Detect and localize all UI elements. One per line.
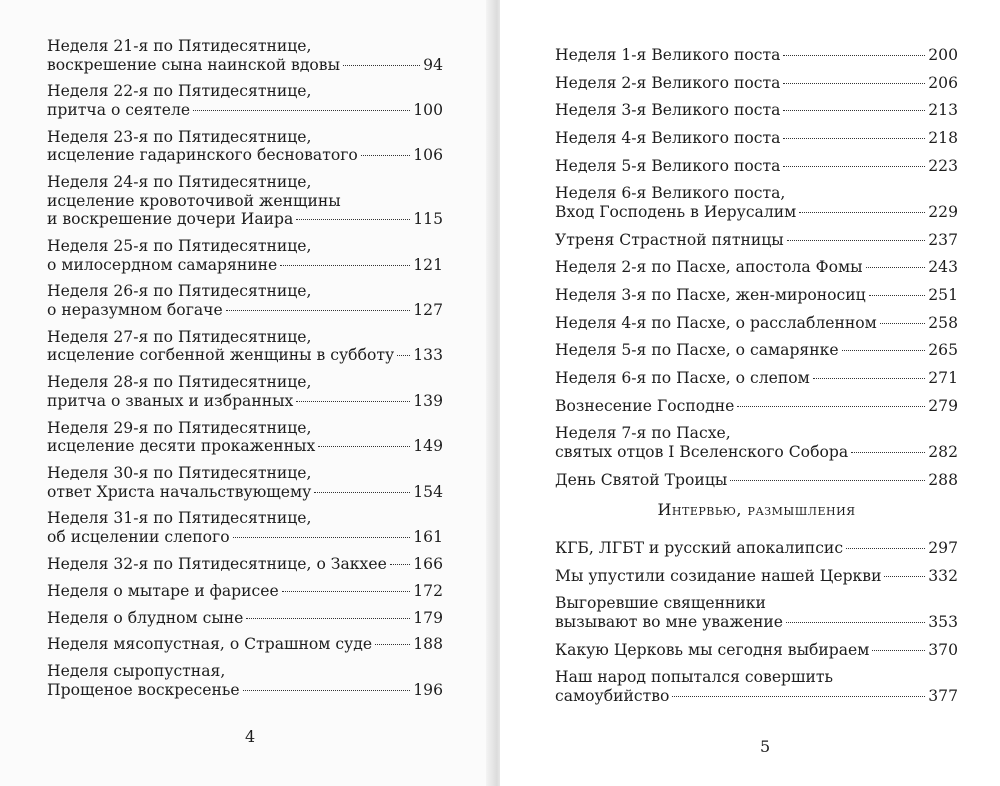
toc-entry-page: 133	[413, 346, 443, 365]
toc-entry-title-line: КГБ, ЛГБТ и русский апокалипсис	[555, 539, 844, 557]
toc-entry-last-line	[555, 397, 958, 416]
toc-entry-title-line: Наш народ попытался совершить	[555, 668, 834, 687]
toc-entry-title-line: вызывают во мне уважение	[555, 612, 784, 631]
toc-entry-title-line: исцеление гадаринского бесноватого	[47, 146, 358, 165]
toc-entry-title-line: Неделя 7-я по Пасхе,	[555, 424, 731, 443]
toc-entry-last-line	[47, 681, 443, 700]
toc-entry-page: 243	[928, 258, 958, 277]
toc-entry-page: 297	[928, 539, 958, 557]
toc-entry-last-line	[555, 203, 958, 222]
dot-leader	[390, 564, 410, 565]
toc-entry-page: 196	[413, 680, 443, 699]
toc-entry-page: 370	[928, 640, 958, 659]
toc-entry-page: 271	[928, 369, 958, 388]
toc-entry	[47, 635, 443, 654]
toc-entry-last-line	[555, 157, 958, 176]
dot-leader	[193, 110, 410, 111]
toc-entry-title-line: исцеление кровоточивой женщины	[47, 191, 341, 210]
toc-entry-title-line: Неделя 21-я по Пятидесятнице,	[47, 37, 312, 55]
toc-entry-last-line	[47, 210, 443, 229]
toc-entry	[47, 419, 443, 456]
dot-leader	[243, 690, 411, 691]
toc-entry-title-line: Утреня Страстной пятницы	[555, 230, 784, 249]
page-number-right: 5	[760, 737, 771, 756]
toc-entry-last-line	[555, 231, 958, 250]
toc-entry-title-line: Неделя 23-я по Пятидесятнице,	[47, 127, 312, 146]
toc-entry-page: 100	[413, 100, 443, 119]
toc-entry	[555, 184, 958, 221]
dot-leader	[783, 166, 925, 167]
toc-entry-title-line: Какую Церковь мы сегодня выбираем	[555, 640, 870, 659]
toc-entry-title-line: Выгоревшие священники	[555, 594, 766, 613]
dot-leader	[672, 696, 925, 697]
dot-leader	[730, 480, 925, 481]
toc-entry	[555, 314, 958, 333]
dot-leader	[282, 591, 410, 592]
toc-entry	[555, 397, 958, 416]
toc-entry-title-line: Неделя 3-я Великого поста	[555, 101, 781, 120]
toc-entry-page: 166	[413, 554, 443, 573]
toc-entry-title-line: самоубийство	[555, 686, 670, 705]
toc-entry-title-line: Неделя 5-я Великого поста	[555, 156, 781, 175]
toc-entry-title-line: Неделя о мытаре и фарисее	[47, 581, 279, 600]
toc-entry-title-line: исцеление согбенной женщины в субботу	[47, 346, 395, 365]
toc-entry	[47, 555, 443, 574]
dot-leader	[872, 650, 925, 651]
dot-leader	[783, 83, 925, 84]
toc-entry-title-line: Неделя 2-я по Пасхе, апостола Фомы	[555, 258, 863, 277]
toc-entry-page: 332	[928, 566, 958, 585]
left-page	[0, 0, 490, 786]
toc-entry-title-line: Вход Господень в Иерусалим	[555, 202, 797, 221]
toc-entry-page: 115	[413, 210, 443, 229]
toc-entry-last-line	[555, 101, 958, 120]
toc-list-right	[555, 46, 958, 498]
toc-entry-last-line	[47, 555, 443, 574]
page-number-left: 4	[245, 727, 256, 746]
toc-entry	[47, 662, 443, 699]
toc-entry	[47, 464, 443, 501]
toc-entry	[47, 128, 443, 165]
dot-leader	[813, 378, 925, 379]
toc-entry-title-line: исцеление десяти прокаженных	[47, 437, 316, 456]
toc-entry-page: 218	[928, 129, 958, 148]
toc-entry-title-line: о неразумном богаче	[47, 300, 223, 319]
toc-entry	[555, 129, 958, 148]
toc-entry-last-line	[47, 101, 443, 120]
toc-entry-page: 161	[413, 527, 443, 546]
toc-entry-page: 258	[928, 313, 958, 332]
toc-entry-title-line: Неделя 32-я по Пятидесятнице, о Закхее	[47, 554, 387, 573]
toc-entry-title-line: Прощеное воскресенье	[47, 680, 240, 699]
toc-entry	[555, 101, 958, 120]
toc-entry-last-line	[555, 613, 958, 632]
toc-entry-last-line	[47, 56, 443, 75]
toc-entry-title-line: Неделя 2-я Великого поста	[555, 73, 781, 92]
toc-entry-last-line	[555, 687, 958, 706]
toc-entry-page: 353	[928, 612, 958, 631]
toc-entry-title-line: Неделя 4-я по Пасхе, о расслабленном	[555, 313, 877, 332]
toc-entry-page: 213	[928, 101, 958, 120]
toc-entry	[555, 594, 958, 631]
toc-entry-page: 127	[413, 300, 443, 319]
toc-entry-last-line	[555, 46, 958, 65]
toc-entry-page: 282	[928, 442, 958, 461]
dot-leader	[846, 548, 925, 549]
toc-entry-last-line	[47, 528, 443, 547]
dot-leader	[296, 401, 410, 402]
toc-entry-page: 139	[413, 391, 443, 410]
toc-entry-page: 172	[413, 581, 443, 600]
toc-entry-page: 279	[928, 396, 958, 415]
toc-entry-page: 223	[928, 156, 958, 175]
toc-entry-last-line	[47, 392, 443, 411]
toc-entry-title-line: Неделя 1-я Великого поста	[555, 46, 781, 64]
toc-entry-page: 121	[413, 255, 443, 274]
toc-entry-last-line	[555, 129, 958, 148]
toc-entry-title-line: Неделя 4-я Великого поста	[555, 129, 781, 148]
toc-entry	[555, 74, 958, 93]
toc-entry-last-line	[555, 641, 958, 660]
toc-entry-title-line: Неделя 29-я по Пятидесятнице,	[47, 418, 312, 437]
toc-entry	[555, 341, 958, 360]
toc-entry-last-line	[555, 341, 958, 360]
dot-leader	[851, 452, 925, 453]
toc-entry-title-line: об исцелении слепого	[47, 527, 230, 546]
dot-leader	[397, 355, 410, 356]
toc-entry-page: 188	[413, 635, 443, 654]
toc-entry-title-line: о милосердном самарянине	[47, 255, 278, 274]
toc-entry-title-line: День Святой Троицы	[555, 470, 728, 489]
toc-entry-title-line: воскрешение сына наинской вдовы	[47, 55, 340, 74]
toc-entry-title-line: Неделя мясопустная, о Страшном суде	[47, 635, 373, 654]
toc-entry-last-line	[555, 471, 958, 490]
toc-entry-last-line	[47, 582, 443, 601]
toc-entry-title-line: Неделя 28-я по Пятидесятнице,	[47, 373, 312, 392]
dot-leader	[783, 110, 925, 111]
toc-entry-last-line	[555, 443, 958, 462]
toc-entry	[555, 369, 958, 388]
dot-leader	[361, 155, 410, 156]
toc-entry	[555, 668, 958, 705]
toc-entry-title-line: притча о званых и избранных	[47, 391, 294, 410]
section-title: Интервью, размышления	[657, 500, 856, 519]
toc-entry	[47, 37, 443, 74]
toc-entry-page: 154	[413, 482, 443, 501]
toc-entry-page: 179	[413, 608, 443, 627]
toc-entry-title-line: Неделя 26-я по Пятидесятнице,	[47, 282, 312, 301]
toc-entry	[555, 424, 958, 461]
toc-entry-last-line	[47, 301, 443, 320]
dot-leader	[737, 406, 925, 407]
dot-leader	[226, 310, 411, 311]
toc-entry-page: 206	[928, 73, 958, 92]
toc-entry-last-line	[47, 609, 443, 628]
toc-entry	[555, 471, 958, 490]
dot-leader	[246, 618, 410, 619]
toc-entry-page: 265	[928, 341, 958, 360]
toc-entry-page: 94	[423, 55, 443, 74]
toc-entry-title-line: Неделя 31-я по Пятидесятнице,	[47, 509, 312, 528]
toc-entry-last-line	[47, 146, 443, 165]
toc-list-left	[47, 37, 443, 708]
toc-entry-last-line	[555, 286, 958, 305]
toc-entry-page: 149	[413, 437, 443, 456]
toc-entry	[47, 582, 443, 601]
toc-list-interviews	[555, 539, 958, 714]
dot-leader	[866, 267, 926, 268]
right-page	[500, 0, 1000, 786]
toc-entry	[555, 46, 958, 65]
toc-entry-title-line: Неделя 27-я по Пятидесятнице,	[47, 327, 312, 346]
dot-leader	[783, 55, 925, 56]
dot-leader	[869, 295, 926, 296]
toc-entry-last-line	[47, 256, 443, 275]
dot-leader	[296, 219, 410, 220]
toc-entry-title-line: притча о сеятеле	[47, 100, 191, 119]
dot-leader	[787, 240, 926, 241]
toc-entry-last-line	[555, 369, 958, 388]
toc-entry-last-line	[555, 74, 958, 93]
dot-leader	[783, 138, 925, 139]
toc-entry-title-line: Неделя 5-я по Пасхе, о самарянке	[555, 341, 839, 360]
toc-entry-title-line: Неделя 6-я Великого поста,	[555, 184, 786, 203]
toc-entry-title-line: Вознесение Господне	[555, 396, 735, 415]
toc-entry-page: 251	[928, 286, 958, 304]
dot-leader	[375, 644, 410, 645]
toc-entry-last-line	[555, 314, 958, 333]
toc-entry	[47, 373, 443, 410]
dot-leader	[799, 212, 925, 213]
toc-entry-last-line	[47, 437, 443, 456]
toc-entry-title-line: Неделя 6-я по Пасхе, о слепом	[555, 369, 810, 388]
toc-entry	[47, 237, 443, 274]
toc-entry	[47, 609, 443, 628]
toc-entry-page: 106	[413, 146, 443, 165]
toc-entry	[47, 173, 443, 229]
toc-entry-title-line: Неделя сыропустная,	[47, 662, 226, 681]
toc-entry	[555, 641, 958, 660]
toc-entry-page: 237	[928, 230, 958, 249]
dot-leader	[786, 622, 925, 623]
toc-entry-last-line	[47, 346, 443, 365]
dot-leader	[884, 576, 925, 577]
toc-entry-title-line: ответ Христа начальствующему	[47, 482, 312, 501]
toc-entry-page: 200	[928, 46, 958, 64]
dot-leader	[842, 350, 926, 351]
toc-entry	[47, 509, 443, 546]
toc-entry-page: 288	[928, 470, 958, 489]
toc-entry-title-line: Неделя 22-я по Пятидесятнице,	[47, 82, 312, 101]
toc-entry-title-line: святых отцов I Вселенского Собора	[555, 442, 849, 461]
toc-entry	[555, 157, 958, 176]
dot-leader	[314, 492, 410, 493]
toc-entry	[47, 328, 443, 365]
toc-entry	[47, 82, 443, 119]
dot-leader	[318, 446, 410, 447]
toc-entry-title-line: Неделя о блудном сыне	[47, 608, 244, 627]
toc-entry	[555, 539, 958, 558]
toc-entry-title-line: Неделя 24-я по Пятидесятнице,	[47, 173, 312, 192]
toc-entry	[555, 258, 958, 277]
toc-entry-page: 229	[928, 202, 958, 221]
toc-entry	[555, 286, 958, 305]
dot-leader	[280, 265, 410, 266]
toc-entry	[47, 282, 443, 319]
toc-entry-title-line: Неделя 25-я по Пятидесятнице,	[47, 237, 312, 256]
toc-entry-last-line	[555, 258, 958, 277]
toc-entry-last-line	[47, 635, 443, 654]
toc-entry-page: 377	[928, 686, 958, 705]
dot-leader	[233, 537, 411, 538]
dot-leader	[880, 323, 925, 324]
dot-leader	[343, 65, 420, 66]
toc-entry-last-line	[555, 539, 958, 558]
toc-entry-last-line	[555, 567, 958, 586]
toc-entry-title-line: Неделя 3-я по Пасхе, жен-мироносиц	[555, 286, 866, 304]
toc-entry	[555, 567, 958, 586]
toc-entry-title-line: и воскрешение дочери Иаира	[47, 210, 294, 229]
toc-entry	[555, 231, 958, 250]
toc-entry-last-line	[47, 483, 443, 502]
toc-entry-title-line: Неделя 30-я по Пятидесятнице,	[47, 464, 312, 483]
toc-entry-title-line: Мы упустили созидание нашей Церкви	[555, 566, 882, 585]
